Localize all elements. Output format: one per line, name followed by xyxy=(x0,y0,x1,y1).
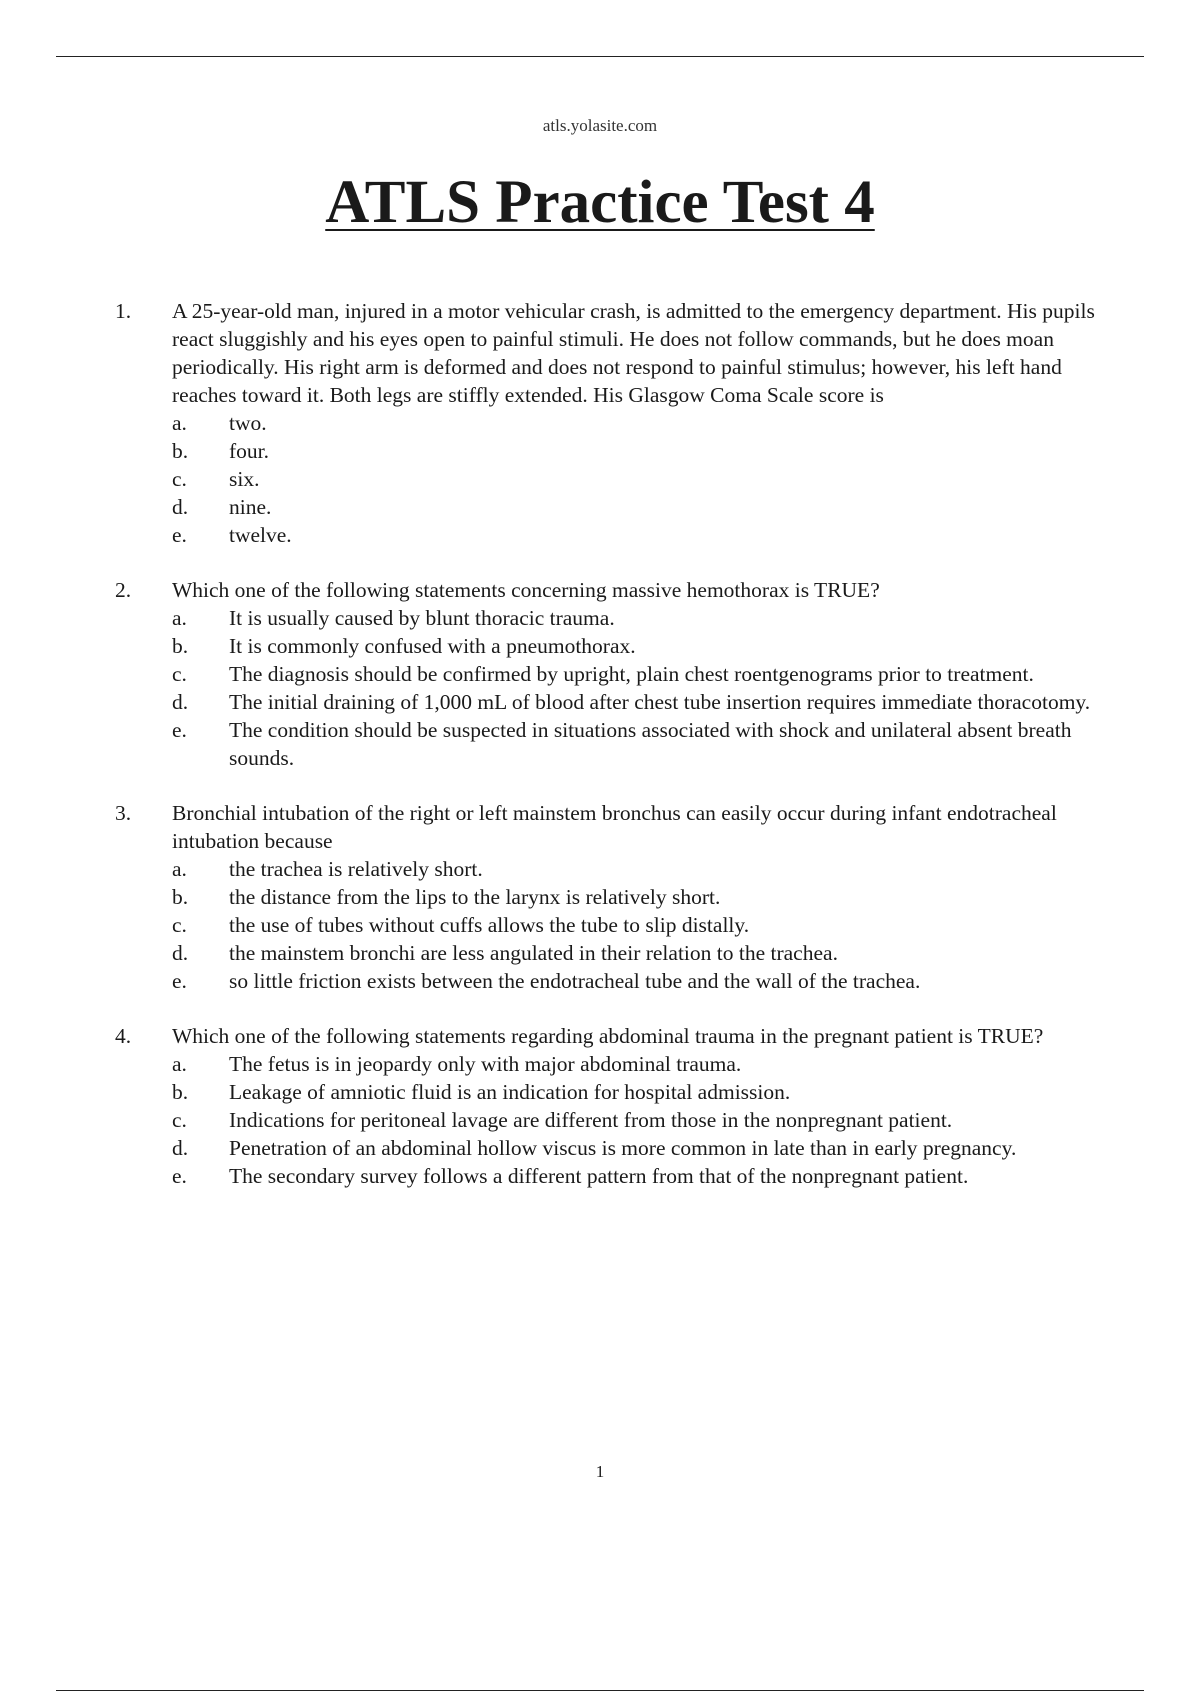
bottom-rule xyxy=(56,1690,1144,1691)
answer-option xyxy=(172,1106,1129,1134)
question-3 xyxy=(0,799,1200,995)
option-text: the mainstem bronchi are less angulated in their relation to the trachea. xyxy=(229,941,838,965)
answer-option xyxy=(172,660,1129,688)
option-text: six. xyxy=(229,467,260,491)
option-text: The fetus is in jeopardy only with major abdominal trauma. xyxy=(229,1052,742,1076)
option-text: The initial draining of 1,000 mL of blood after chest tube insertion requires immediate thoracotomy. xyxy=(229,690,1091,714)
option-letter: e. xyxy=(172,969,187,993)
option-text: The condition should be suspected in situations associated with shock and unilateral absent breath sounds. xyxy=(229,718,1072,770)
option-text: The diagnosis should be confirmed by upright, plain chest roentgenograms prior to treatment. xyxy=(229,662,1034,686)
question-number: 1. xyxy=(115,299,132,323)
answer-options xyxy=(0,855,1200,995)
option-letter: c. xyxy=(172,662,187,686)
option-text: the distance from the lips to the larynx is relatively short. xyxy=(229,885,721,909)
answer-option xyxy=(172,855,1129,883)
option-letter: a. xyxy=(172,606,187,630)
question-number: 2. xyxy=(115,578,132,602)
answer-options xyxy=(0,1050,1200,1190)
question-text: A 25-year-old man, injured in a motor vehicular crash, is admitted to the emergency department. His pupils react sluggishly and his eyes open to painful stimuli. He does not follow commands, but he does moan periodically. His right arm is deformed and does not respond to painful stimulus; however, his left hand reaches toward it. Both legs are stiffly extended. His Glasgow Coma Scale score is xyxy=(172,299,1095,407)
answer-option xyxy=(172,1134,1129,1162)
option-text: Indications for peritoneal lavage are different from those in the nonpregnant patient. xyxy=(229,1108,953,1132)
option-text: Leakage of amniotic fluid is an indication for hospital admission. xyxy=(229,1080,791,1104)
option-letter: b. xyxy=(172,885,189,909)
option-letter: e. xyxy=(172,718,187,742)
page-number: 1 xyxy=(595,1462,605,1481)
question-number: 4. xyxy=(115,1024,132,1048)
answer-option xyxy=(172,409,1129,437)
answer-option xyxy=(172,1050,1129,1078)
answer-option xyxy=(172,604,1129,632)
option-text: the trachea is relatively short. xyxy=(229,857,483,881)
option-text: four. xyxy=(229,439,270,463)
option-letter: a. xyxy=(172,1052,187,1076)
answer-option xyxy=(172,632,1129,660)
option-letter: d. xyxy=(172,1136,189,1160)
answer-option xyxy=(172,883,1129,911)
option-text: two. xyxy=(229,411,267,435)
option-text: The secondary survey follows a different pattern from that of the nonpregnant patient. xyxy=(229,1164,969,1188)
answer-option xyxy=(172,911,1129,939)
page-title-text: ATLS Practice Test 4 xyxy=(325,169,875,236)
answer-option xyxy=(172,521,1129,549)
answer-options xyxy=(0,604,1200,772)
question-1 xyxy=(0,297,1200,549)
option-letter: b. xyxy=(172,1080,189,1104)
site-url: atls.yolasite.com xyxy=(542,116,658,135)
option-letter: c. xyxy=(172,913,187,937)
question-text: Bronchial intubation of the right or left mainstem bronchus can easily occur during infant endotracheal intubation because xyxy=(172,801,1057,853)
option-letter: c. xyxy=(172,467,187,491)
top-rule xyxy=(56,56,1144,57)
option-letter: d. xyxy=(172,495,189,519)
page-title xyxy=(0,168,1200,238)
option-letter: a. xyxy=(172,411,187,435)
answer-option xyxy=(172,688,1129,716)
question-text: Which one of the following statements concerning massive hemothorax is TRUE? xyxy=(172,578,880,602)
option-letter: c. xyxy=(172,1108,187,1132)
question-4 xyxy=(0,1022,1200,1190)
option-letter: b. xyxy=(172,439,189,463)
option-text: twelve. xyxy=(229,523,292,547)
answer-option xyxy=(172,1162,1129,1190)
answer-option xyxy=(172,437,1129,465)
answer-option xyxy=(172,465,1129,493)
option-letter: a. xyxy=(172,857,187,881)
option-text: Penetration of an abdominal hollow viscus is more common in late than in early pregnancy. xyxy=(229,1136,1017,1160)
option-text: the use of tubes without cuffs allows the tube to slip distally. xyxy=(229,913,750,937)
answer-option xyxy=(172,493,1129,521)
question-number: 3. xyxy=(115,801,132,825)
question-text: Which one of the following statements regarding abdominal trauma in the pregnant patient is TRUE? xyxy=(172,1024,1044,1048)
answer-options xyxy=(0,409,1200,549)
option-letter: d. xyxy=(172,941,189,965)
option-letter: b. xyxy=(172,634,189,658)
answer-option xyxy=(172,716,1129,772)
option-text: so little friction exists between the endotracheal tube and the wall of the trachea. xyxy=(229,969,921,993)
option-letter: e. xyxy=(172,523,187,547)
question-list xyxy=(0,297,1200,1217)
option-text: It is commonly confused with a pneumothorax. xyxy=(229,634,636,658)
option-text: It is usually caused by blunt thoracic trauma. xyxy=(229,606,615,630)
option-letter: d. xyxy=(172,690,189,714)
answer-option xyxy=(172,1078,1129,1106)
question-2 xyxy=(0,576,1200,772)
answer-option xyxy=(172,967,1129,995)
option-text: nine. xyxy=(229,495,272,519)
answer-option xyxy=(172,939,1129,967)
option-letter: e. xyxy=(172,1164,187,1188)
